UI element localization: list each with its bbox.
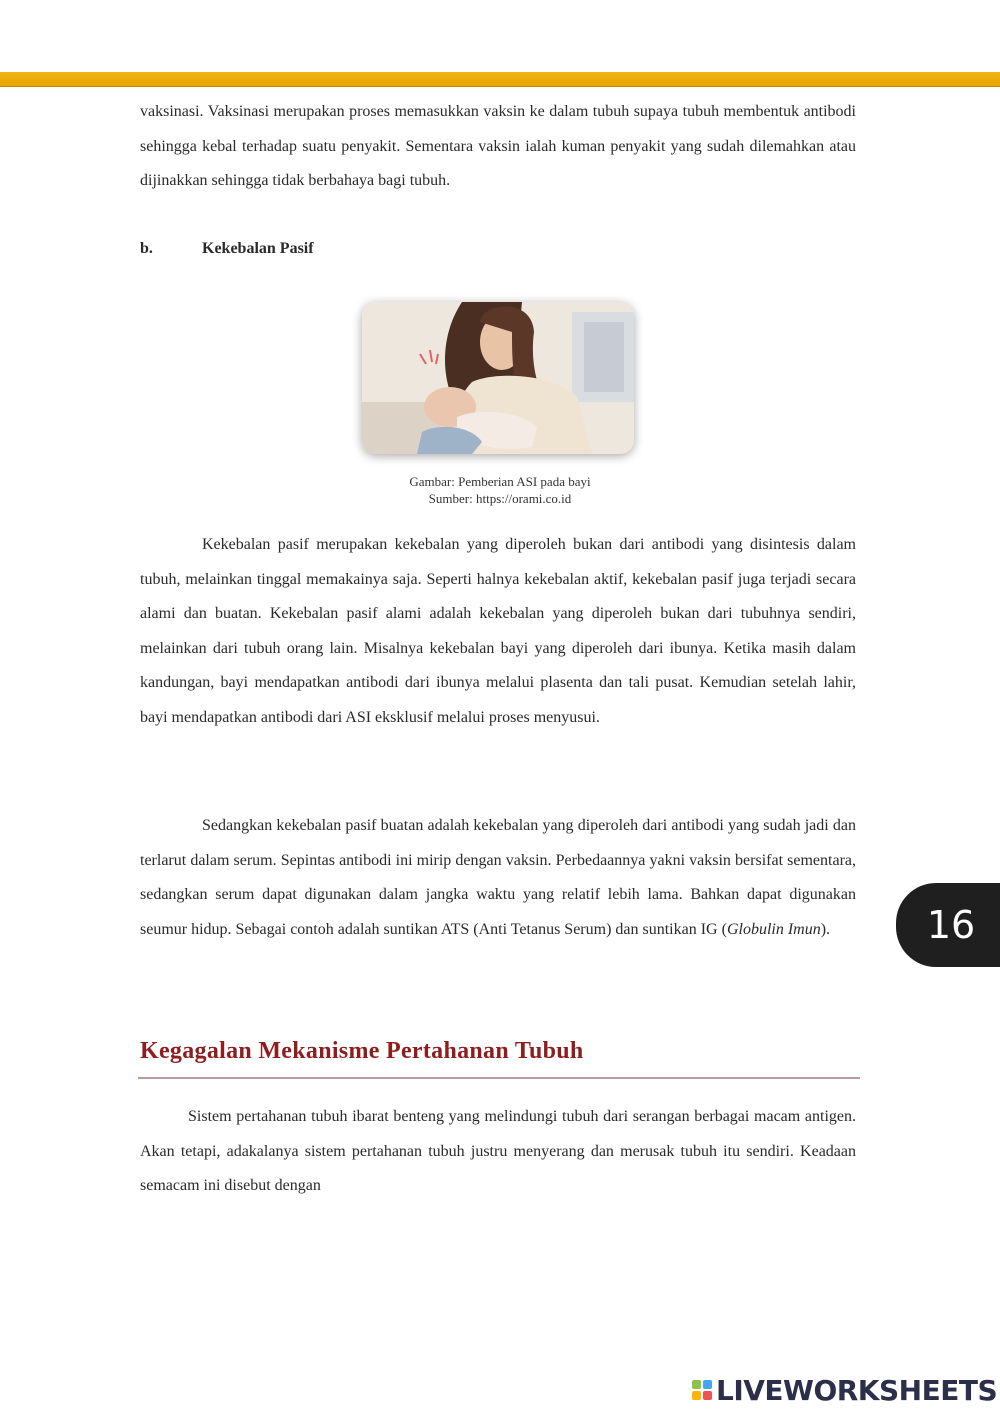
paragraph-kegagalan: Sistem pertahanan tubuh ibarat benteng yang melindungi tubuh dari serangan berbagai macam antigen. Akan tetapi, adakalanya sistem pertahanan tubuh justru menyerang dan merusak tubuh itu sendiri. Keadaan semacam ini disebut dengan (140, 1108, 856, 1195)
subheading-title: Kekebalan Pasif (202, 240, 314, 257)
paragraph-text-end: ). (820, 920, 831, 938)
section-underline (138, 1077, 860, 1079)
page-number-tab (896, 883, 1000, 967)
figure-source: Sumber: https://orami.co.id (428, 491, 572, 506)
liveworksheets-icon (692, 1380, 712, 1400)
liveworksheets-wordmark: LIVEWORKSHEETS (716, 1373, 998, 1407)
liveworksheets-logo (692, 1373, 997, 1407)
paragraph-text: Sedangkan kekebalan pasif buatan adalah kekebalan yang diperoleh dari antibodi yang sudah jadi dan terlarut dalam serum. Sepintas antibodi ini mirip dengan vaksin. Perbedaannya yakni vaksin bersifat sementara, sedangkan serum dapat digunakan dalam jangka waktu yang relatif lebih lama. Bahkan dapat digunakan seumur hidup. Sebagai contoh adalah suntikan ATS (Anti Tetanus Serum) dan suntikan IG ( (140, 817, 856, 938)
italic-term: Globulin Imun (726, 920, 821, 938)
paragraph-kekebalan-pasif-buatan (140, 809, 856, 947)
subheading-kekebalan-pasif (140, 240, 314, 258)
header-rule (0, 72, 1000, 87)
figure-caption: Gambar: Pemberian ASI pada bayi (409, 474, 591, 489)
subheading-letter: b. (140, 240, 153, 257)
page-number: 16 (926, 903, 976, 947)
paragraph-kekebalan-pasif-alami: Kekebalan pasif merupakan kekebalan yang diperoleh bukan dari antibodi yang disintesis dalam tubuh, melainkan tinggal memakainya saja. Seperti halnya kekebalan aktif, kekebalan pasif juga terjadi secara alami dan buatan. Kekebalan pasif alami adalah kekebalan yang diperoleh bukan dari tubuhnya sendiri, melainkan dari tubuh orang lain. Misalnya kekebalan bayi yang diperoleh dari ibunya. Ketika masih dalam kandungan, bayi mendapatkan antibodi dari ibunya melalui plasenta dan tali pusat. Kemudian setelah lahir, bayi mendapatkan antibodi dari ASI eksklusif melalui proses menyusui. (140, 536, 856, 726)
section-title: Kegagalan Mekanisme Pertahanan Tubuh (140, 1038, 584, 1064)
breastfeeding-photo (362, 302, 634, 454)
paragraph-vaksinasi: vaksinasi. Vaksinasi merupakan proses memasukkan vaksin ke dalam tubuh supaya tubuh membentuk antibodi sehingga kebal terhadap suatu penyakit. Sementara vaksin ialah kuman penyakit yang sudah dilemahkan atau dijinakkan sehingga tidak berbahaya bagi tubuh. (140, 103, 856, 190)
